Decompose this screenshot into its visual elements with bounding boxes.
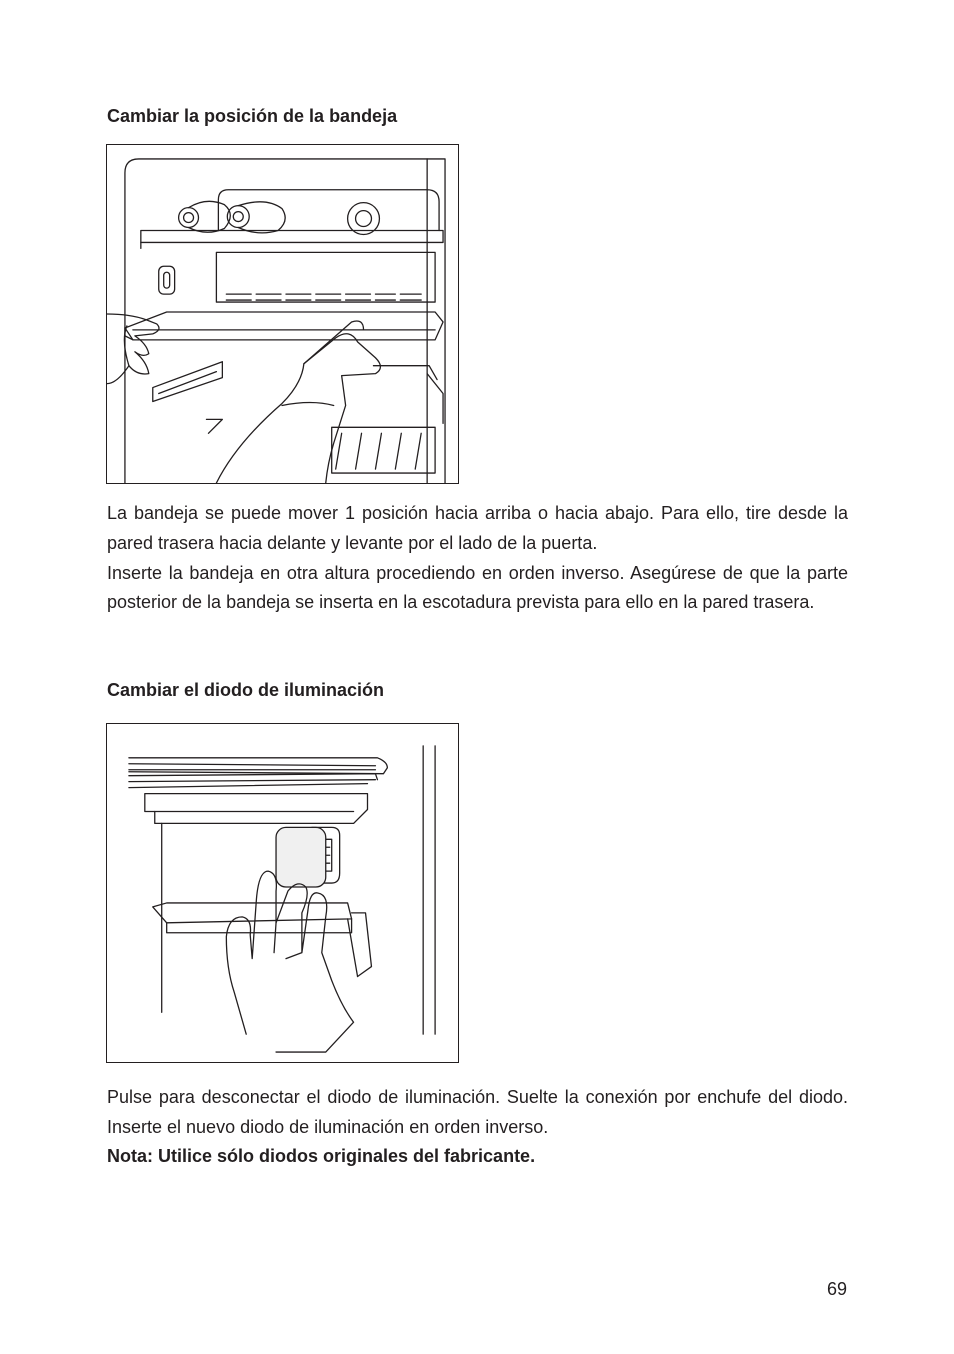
- illustration-led-diode: [106, 723, 459, 1063]
- page-number: 69: [826, 1279, 847, 1299]
- section-heading-tray: Cambiar la posición de la bandeja: [107, 106, 398, 126]
- led-diode-drawing: [107, 724, 458, 1062]
- section-heading-diode: Cambiar el diodo de iluminación: [107, 680, 385, 700]
- illustration-tray-position: [106, 144, 459, 484]
- tray-instructions-paragraph-2: Inserte la bandeja en otra altura procediendo en orden inverso. Asegúrese de que la parte posterior de la bandeja se inserta en la escotadura prevista para ello en la pared trasera.: [107, 562, 848, 612]
- diode-note: Nota: Utilice sólo diodos originales del fabricante.: [107, 1146, 536, 1166]
- fridge-tray-drawing: [107, 145, 458, 483]
- diode-instructions-paragraph: Pulse para desconectar el diodo de iluminación. Suelte la conexión por enchufe del diodo. Inserte el nuevo diodo de iluminación en orden inverso.: [107, 1087, 848, 1137]
- tray-instructions-paragraph-1: La bandeja se puede mover 1 posición hacia arriba o hacia abajo. Para ello, tire desde la pared trasera hacia delante y levante por el lado de la puerta.: [107, 503, 848, 553]
